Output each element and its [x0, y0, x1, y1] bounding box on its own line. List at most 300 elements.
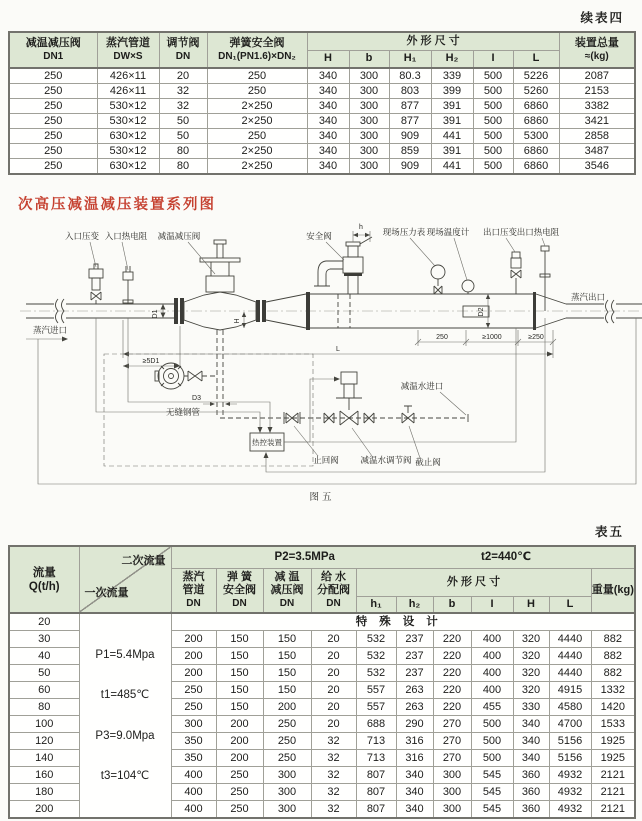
table5-cell: 200 [171, 631, 216, 648]
table4-cell: 300 [349, 129, 389, 144]
table5-cell: 807 [356, 801, 396, 819]
table5-cell: 400 [171, 784, 216, 801]
table5-cell: 4700 [549, 716, 591, 733]
table5-cell: 32 [311, 733, 356, 750]
table5-cell: 882 [591, 648, 635, 665]
table4-cell: 426×11 [97, 68, 159, 84]
flow-value: 140 [9, 750, 79, 767]
header-dim-L: L [513, 50, 559, 68]
inlet-rtd-label: 入口热电阻 [104, 231, 148, 241]
table5-cell: 360 [513, 801, 549, 819]
table5-cell: 360 [513, 767, 549, 784]
table4-row [9, 99, 635, 114]
table5-cell: 270 [433, 733, 471, 750]
table5-cell: 330 [513, 699, 549, 716]
flow-value: 100 [9, 716, 79, 733]
table4-cell: 32 [159, 99, 207, 114]
condition-t1: t1=485℃ [100, 689, 150, 702]
table5-cell: 300 [171, 716, 216, 733]
outlet-rtd-label: 出口热电阻 [516, 227, 560, 237]
table5-cell: 350 [171, 750, 216, 767]
table5-cell: 20 [311, 699, 356, 716]
secondary-flow-label: 二次流量 [121, 555, 166, 567]
t2-value: t2=440℃ [481, 550, 532, 563]
table5-cell: 340 [513, 750, 549, 767]
table5-cell: 400 [171, 767, 216, 784]
table5-cell: 545 [471, 784, 513, 801]
primary-flow-conditions [79, 613, 171, 818]
table5-cell: 150 [263, 665, 311, 682]
table4-row [9, 114, 635, 129]
table4-cell: 399 [431, 84, 473, 99]
table5-cell: 320 [513, 665, 549, 682]
water-control-valve-label: 减温水调节阀 [360, 455, 412, 465]
table5-cell: 2121 [591, 767, 635, 784]
table4-cell: 2087 [559, 68, 635, 84]
header-dim-L: L [549, 596, 591, 613]
table5-cell: 200 [171, 648, 216, 665]
dim-d2 [478, 294, 490, 328]
spray-water-pipe [217, 330, 223, 416]
table4-cell: 80.3 [389, 68, 431, 84]
table5-cell: 4932 [549, 784, 591, 801]
table5-cell: 557 [356, 682, 396, 699]
table5-cell: 220 [433, 631, 471, 648]
table4-cell: 441 [431, 129, 473, 144]
primary-flow-label: 一次流量 [84, 587, 129, 599]
table4-cell: 50 [159, 129, 207, 144]
table4-cell: 6860 [513, 159, 559, 175]
table5-cell: 320 [513, 648, 549, 665]
site-pressure-gauge [410, 238, 445, 294]
table4-cell: 300 [349, 99, 389, 114]
flow-value: 20 [9, 613, 79, 631]
flow-value: 60 [9, 682, 79, 699]
table5-cell: 200 [171, 665, 216, 682]
table5-cell: 250 [263, 733, 311, 750]
table5-cell: 290 [396, 716, 433, 733]
table5-cell: 150 [216, 648, 263, 665]
table4-cell: 340 [307, 159, 349, 175]
table4-cell: 6860 [513, 144, 559, 159]
table5-cell: 250 [171, 699, 216, 716]
table5-cell: 220 [433, 665, 471, 682]
table5-cell: 220 [433, 699, 471, 716]
header-spring-safety-valve: 弹簧安全阀 DN₁(PN1.6)×DN₂ [207, 32, 307, 68]
table4-cell: 530×12 [97, 99, 159, 114]
table5-cell: 300 [263, 801, 311, 819]
steam-inlet-label: 蒸汽进口 [32, 325, 68, 335]
table4-cell: 630×12 [97, 159, 159, 175]
check-valve-leader [294, 426, 318, 456]
table5-cell: 150 [216, 682, 263, 699]
table5-cell: 400 [171, 801, 216, 819]
table4-cell: 5300 [513, 129, 559, 144]
table5-cell: 360 [513, 784, 549, 801]
flow-value: 80 [9, 699, 79, 716]
table5-cell: 150 [263, 648, 311, 665]
header-steam-pipe-dn: 蒸汽 管道 DN [171, 568, 216, 613]
table4-cell: 5260 [513, 84, 559, 99]
table5-cell: 400 [471, 631, 513, 648]
table4-cell: 909 [389, 129, 431, 144]
table5-cell: 200 [263, 699, 311, 716]
table5-cell: 237 [396, 631, 433, 648]
table5-cell: 882 [591, 665, 635, 682]
inlet-pressure-label: 入口压变 [64, 231, 100, 241]
table5-cell: 2121 [591, 784, 635, 801]
header-prv-valve: 减温减压阀 DN1 [9, 32, 97, 68]
table5-cell: 1925 [591, 733, 635, 750]
table4-cell: 250 [9, 114, 97, 129]
table4-cell: 2×250 [207, 114, 307, 129]
svg-text:L: L [336, 346, 340, 353]
table5-cell: 713 [356, 750, 396, 767]
svg-text:250: 250 [436, 334, 448, 341]
table5-cell: 1332 [591, 682, 635, 699]
header-flow-diagonal [79, 546, 171, 613]
table5-cell: 20 [311, 716, 356, 733]
table-4-continued [8, 31, 636, 175]
table4-cell: 500 [473, 114, 513, 129]
table4-cell: 500 [473, 129, 513, 144]
table4-cell: 32 [159, 84, 207, 99]
table5-cell: 5156 [549, 733, 591, 750]
table5-cell: 4440 [549, 631, 591, 648]
table5-cell: 263 [396, 699, 433, 716]
header-regulating-valve: 调节阀 DN [159, 32, 207, 68]
condition-t3: t3=104℃ [100, 770, 150, 783]
table5-cell: 500 [471, 716, 513, 733]
dim-d3 [192, 395, 237, 406]
table5-cell: 20 [311, 648, 356, 665]
table4-cell: 3546 [559, 159, 635, 175]
table4-cell: 6860 [513, 114, 559, 129]
table5-cell: 220 [433, 682, 471, 699]
table5-cell: 1925 [591, 750, 635, 767]
table4-cell: 20 [159, 68, 207, 84]
table5-cell: 237 [396, 648, 433, 665]
table5-cell: 200 [216, 750, 263, 767]
table4-cell: 877 [389, 114, 431, 129]
table5-cell: 270 [433, 750, 471, 767]
table5-cell: 316 [396, 733, 433, 750]
table4-cell: 630×12 [97, 129, 159, 144]
table5-cell: 200 [216, 716, 263, 733]
table5-cell: 500 [471, 750, 513, 767]
check-valve-label: 止回阀 [313, 455, 339, 465]
table5-cell: 340 [513, 716, 549, 733]
table4-cell: 250 [9, 159, 97, 175]
table5-cell: 250 [263, 750, 311, 767]
safety-valve [314, 237, 372, 294]
table5-cell: 200 [216, 733, 263, 750]
safety-valve-label: 安全阀 [306, 231, 332, 241]
table4-cell: 441 [431, 159, 473, 175]
table5-cell: 32 [311, 784, 356, 801]
svg-text:H: H [234, 318, 241, 324]
continuation-table-label: 续表四 [580, 11, 624, 25]
table4-cell: 250 [9, 84, 97, 99]
table4-cell: 500 [473, 68, 513, 84]
table5-cell: 300 [433, 784, 471, 801]
table4-cell: 340 [307, 68, 349, 84]
table5-cell: 4580 [549, 699, 591, 716]
table5-cell: 250 [216, 801, 263, 819]
table4-cell: 250 [207, 68, 307, 84]
table5-cell: 150 [263, 631, 311, 648]
spray-water-line [220, 372, 468, 425]
header-spring-safety-dn: 弹 簧 安全阀 DN [216, 568, 263, 613]
thermal-control-label: 热控装置 [252, 438, 282, 447]
inlet-rtd [122, 242, 133, 304]
table5-cell: 150 [216, 699, 263, 716]
steam-outlet-label: 蒸汽出口 [570, 292, 606, 302]
table5-cell: 455 [471, 699, 513, 716]
table5-cell: 807 [356, 767, 396, 784]
table4-row [9, 68, 635, 84]
outlet-pressure-transmitter [506, 238, 521, 294]
table5-cell: 4915 [549, 682, 591, 699]
table5-cell: 400 [471, 648, 513, 665]
flow-value: 200 [9, 801, 79, 819]
table4-cell: 250 [9, 129, 97, 144]
table5-cell: 532 [356, 648, 396, 665]
table5-cell: 20 [311, 682, 356, 699]
header-dim-H2: H₂ [431, 50, 473, 68]
table5-cell: 263 [396, 682, 433, 699]
header-dim-h1: h₁ [356, 596, 396, 613]
table5-cell: 300 [433, 767, 471, 784]
table5-cell: 270 [433, 716, 471, 733]
table4-cell: 500 [473, 159, 513, 175]
table4-cell: 500 [473, 84, 513, 99]
table5-cell: 340 [396, 767, 433, 784]
site-thermometer-label: 现场温度计 [426, 227, 470, 237]
condition-p3: P3=9.0Mpa [95, 729, 155, 742]
spray-water-flange-unit [155, 363, 217, 389]
table4-cell: 250 [207, 84, 307, 99]
table4-cell: 50 [159, 114, 207, 129]
table5-cell: 320 [513, 682, 549, 699]
header-steam-pipe: 蒸汽管道 DW×S [97, 32, 159, 68]
header-dim-H: H [513, 596, 549, 613]
header-flow: 流量 Q(t/h) [9, 546, 79, 613]
p2-value: P2=3.5MPa [274, 550, 335, 563]
header-water-dist-dn: 给 水 分配阀 DN [311, 568, 356, 613]
table4-cell: 6860 [513, 99, 559, 114]
table5-cell: 545 [471, 801, 513, 819]
flow-value: 40 [9, 648, 79, 665]
table5-cell: 807 [356, 784, 396, 801]
header-outline-dimensions: 外 形 尺 寸 [307, 32, 559, 50]
header-dim-b: b [433, 596, 471, 613]
table4-cell: 250 [9, 68, 97, 84]
schematic-figure [8, 216, 642, 508]
table4-cell: 300 [349, 84, 389, 99]
table4-cell: 250 [9, 99, 97, 114]
table4-cell: 2×250 [207, 99, 307, 114]
table4-row [9, 144, 635, 159]
header-dim-H: H [307, 50, 349, 68]
table4-cell: 2858 [559, 129, 635, 144]
table4-cell: 250 [207, 129, 307, 144]
table5-cell: 150 [216, 665, 263, 682]
table5-cell: 400 [471, 682, 513, 699]
svg-text:≥5D1: ≥5D1 [142, 358, 160, 365]
table5-cell: 4932 [549, 801, 591, 819]
header-weight: 重量(kg) [591, 568, 635, 613]
table5-cell: 4932 [549, 767, 591, 784]
table5-cell: 1420 [591, 699, 635, 716]
table4-row [9, 129, 635, 144]
dim-segments [415, 330, 556, 346]
flow-value: 30 [9, 631, 79, 648]
table4-cell: 80 [159, 159, 207, 175]
table5-cell: 2121 [591, 801, 635, 819]
table5-cell: 300 [263, 767, 311, 784]
table5-cell: 300 [433, 801, 471, 819]
water-inlet-label: 减温水进口 [400, 381, 444, 391]
table5-cell: 150 [263, 682, 311, 699]
schematic-diagram [8, 216, 642, 508]
table5-cell: 545 [471, 767, 513, 784]
svg-text:≥1000: ≥1000 [482, 334, 502, 341]
figure-caption: 图五 [309, 492, 335, 503]
table5-cell: 20 [311, 631, 356, 648]
table5-cell: 150 [216, 631, 263, 648]
site-thermometer [454, 238, 474, 294]
table5-cell: 250 [171, 682, 216, 699]
table5-cell: 532 [356, 631, 396, 648]
table5-cell: 5156 [549, 750, 591, 767]
outlet-rtd [540, 238, 550, 311]
table5-cell: 1533 [591, 716, 635, 733]
table4-cell: 340 [307, 84, 349, 99]
table4-cell: 300 [349, 144, 389, 159]
table4-cell: 2×250 [207, 144, 307, 159]
seamless-pipe-label: 无缝钢管 [165, 407, 200, 417]
table4-cell: 5226 [513, 68, 559, 84]
table4-cell: 500 [473, 99, 513, 114]
table4-cell: 909 [389, 159, 431, 175]
header-dim-h2: h₂ [396, 596, 433, 613]
table4-cell: 803 [389, 84, 431, 99]
header-dim-I: I [473, 50, 513, 68]
table4-cell: 500 [473, 144, 513, 159]
table4-row [9, 84, 635, 99]
svg-text:≥250: ≥250 [528, 334, 544, 341]
section-title: 次高压减温减压装置系列图 [18, 197, 216, 213]
site-pressure-gauge-label: 现场压力表 [382, 227, 426, 237]
table4-cell: 340 [307, 144, 349, 159]
header-dim-b: b [349, 50, 389, 68]
table4-cell: 530×12 [97, 144, 159, 159]
inlet-pressure-transmitter [89, 242, 103, 304]
table5-cell: 340 [396, 801, 433, 819]
safety-valve-leader [326, 242, 344, 260]
outlet-pressure-label: 出口压变 [482, 227, 518, 237]
table5-cell: 713 [356, 733, 396, 750]
table5-cell: 4440 [549, 665, 591, 682]
table4-cell: 80 [159, 144, 207, 159]
table4-cell: 3382 [559, 99, 635, 114]
table5-cell: 32 [311, 750, 356, 767]
table-5 [8, 545, 636, 819]
svg-text:h: h [359, 224, 363, 231]
table4-cell: 877 [389, 99, 431, 114]
table5-cell: 400 [471, 665, 513, 682]
flow-value: 180 [9, 784, 79, 801]
header-total-weight: 装置总量 ≈(kg) [559, 32, 635, 68]
prv-valve [174, 240, 266, 330]
header-dim-I: I [471, 596, 513, 613]
header-conditions [171, 546, 635, 568]
prv-label: 减温减压阀 [157, 231, 201, 241]
table5-cell: 20 [311, 665, 356, 682]
table4-cell: 300 [349, 114, 389, 129]
table5-cell: 532 [356, 665, 396, 682]
table5-cell: 340 [396, 784, 433, 801]
table5-cell: 316 [396, 750, 433, 767]
table5-cell: 340 [513, 733, 549, 750]
table5-cell: 688 [356, 716, 396, 733]
svg-text:D2: D2 [478, 307, 485, 317]
table5-cell: 320 [513, 631, 549, 648]
table4-cell: 300 [349, 159, 389, 175]
table4-cell: 859 [389, 144, 431, 159]
table5-cell: 300 [263, 784, 311, 801]
dim-5d1 [123, 326, 180, 369]
flow-value: 120 [9, 733, 79, 750]
table4-row [9, 159, 635, 175]
table5-label: 表五 [594, 525, 624, 539]
table5-cell: 32 [311, 767, 356, 784]
table4-cell: 300 [349, 68, 389, 84]
stop-valve-label: 截止阀 [415, 457, 441, 467]
table4-cell: 340 [307, 129, 349, 144]
table4-cell: 391 [431, 144, 473, 159]
table4-cell: 2×250 [207, 159, 307, 175]
table5-cell: 4440 [549, 648, 591, 665]
table5-cell: 500 [471, 733, 513, 750]
table4-cell: 2153 [559, 84, 635, 99]
flow-value: 160 [9, 767, 79, 784]
table5-cell: 250 [263, 716, 311, 733]
table4-cell: 340 [307, 99, 349, 114]
table5-cell: 250 [216, 767, 263, 784]
table5-row-special [9, 613, 635, 631]
water-inlet-leader [440, 392, 466, 415]
table4-cell: 530×12 [97, 114, 159, 129]
table4-cell: 340 [307, 114, 349, 129]
flow-value: 50 [9, 665, 79, 682]
table5-cell: 250 [216, 784, 263, 801]
header-dim-H1: H₁ [389, 50, 431, 68]
svg-text:D1: D1 [152, 309, 159, 319]
table4-cell: 250 [9, 144, 97, 159]
table5-cell: 882 [591, 631, 635, 648]
table5-cell: 557 [356, 699, 396, 716]
steam-outlet-pipe [566, 300, 642, 323]
special-design-note: 特殊设计 [171, 613, 635, 631]
condition-p1: P1=5.4Mpa [95, 648, 155, 661]
table5-cell: 350 [171, 733, 216, 750]
table4-cell: 3421 [559, 114, 635, 129]
table5-cell: 32 [311, 801, 356, 819]
table4-cell: 3487 [559, 144, 635, 159]
table5-cell: 237 [396, 665, 433, 682]
